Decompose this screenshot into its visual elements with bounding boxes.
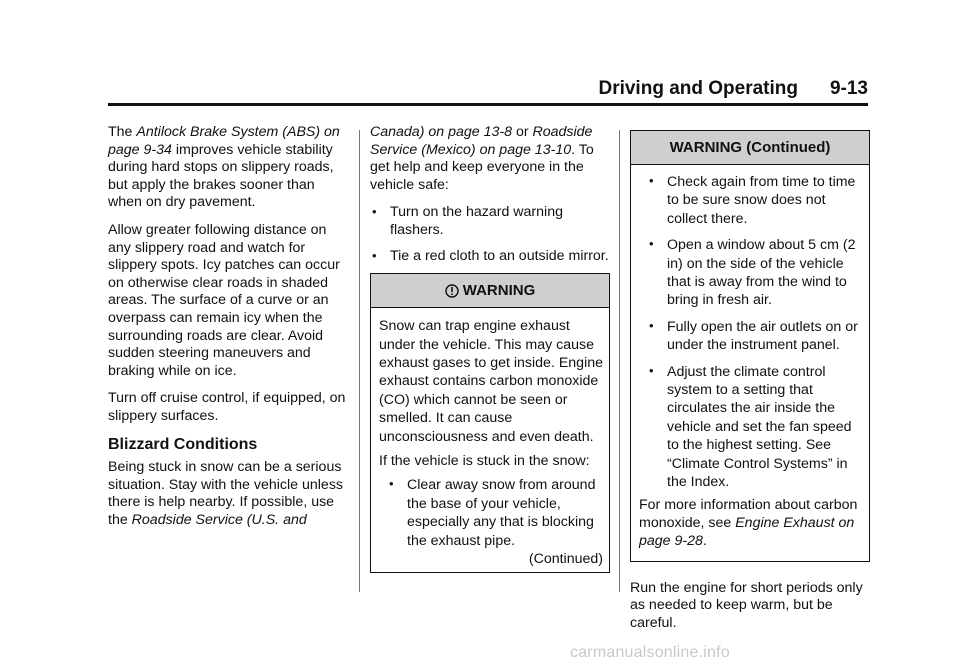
text: or — [512, 124, 533, 140]
list-item: • Tie a red cloth to an outside mirror. — [370, 248, 610, 266]
bullet-list — [647, 173, 863, 492]
list-item: • Clear away snow from around the base of your vehicle, especially any that is blocking the exhaust pipe. — [387, 476, 603, 550]
warning-header — [631, 131, 869, 165]
column-divider — [619, 130, 620, 592]
paragraph: Run the engine for short periods only as needed to keep warm, but be careful. — [630, 579, 863, 631]
warning-box — [370, 273, 610, 573]
paragraph: Snow can trap engine exhaust under the vehicle. This may cause exhaust gases to get inside. Engine exhaust contains carbon monoxide (CO) which cannot be seen or smelled. It can cause unconsciousness and even death. — [379, 318, 604, 445]
cross-reference[interactable]: Antilock Brake System (ABS) on page 9-34 — [108, 124, 340, 158]
list-item: • Open a window about 5 cm (2 in) on the side of the vehicle that is away from the wind to bring in fresh air. — [647, 236, 863, 310]
paragraph — [108, 459, 348, 529]
list-item: • Check again from time to time to be sure snow does not collect there. — [647, 173, 863, 228]
paragraph: Turn off cruise control, if equipped, on slippery surfaces. — [108, 390, 346, 424]
cross-reference[interactable]: Roadside Service (U.S. and — [131, 511, 307, 528]
paragraph — [108, 124, 348, 212]
text: . To get help and keep everyone in the vehicle safe: — [370, 141, 594, 193]
watermark: carmanualsonline.info — [570, 644, 730, 661]
warning-title: WARNING (Continued) — [669, 138, 831, 156]
bullet-list — [370, 204, 610, 265]
text: . — [702, 533, 707, 550]
list-item: • Fully open the air outlets on or under the instrument panel. — [647, 318, 863, 355]
list-item: • Adjust the climate control system to a setting that circulates the air inside the vehicle and set the fan speed to the highest setting. See “Climate Control Systems” in the Index. — [647, 363, 863, 492]
cross-reference[interactable]: Roadside Service (Mexico) on page 13-10 — [370, 124, 593, 158]
bullet-list — [387, 476, 603, 550]
column-3 — [630, 130, 870, 643]
warning-body — [371, 308, 609, 572]
warning-title: WARNING — [462, 281, 536, 299]
text: For more information about carbon monoxide, see — [639, 496, 858, 531]
paragraph: If the vehicle is stuck in the snow: — [379, 453, 590, 469]
section-title: Driving and Operating — [598, 78, 798, 99]
column-2 — [370, 124, 610, 583]
continued-label: (Continued) — [528, 551, 603, 568]
column-divider — [359, 130, 360, 592]
warning-box — [630, 130, 870, 562]
paragraph: Allow greater following distance on any slippery road and watch for slippery spots. Icy patches can occur on otherwise clear roads in shaded areas. The surface of a curve or an overpass can remain icy when the surrounding roads are clear. Avoid sudden steering maneuvers and braking while on ice. — [108, 221, 340, 379]
cross-reference[interactable]: Engine Exhaust on page 9-28 — [639, 514, 855, 550]
paragraph — [639, 496, 863, 551]
text: The — [108, 124, 137, 140]
page-header — [108, 76, 868, 104]
paragraph — [370, 124, 610, 194]
section-heading: Blizzard Conditions — [108, 435, 258, 453]
page-number: 9-13 — [829, 78, 868, 99]
warning-header — [371, 274, 609, 308]
cross-reference[interactable]: Canada) on page 13-8 — [370, 124, 512, 140]
warning-body — [631, 165, 869, 561]
warning-icon — [445, 284, 459, 298]
list-item: • Turn on the hazard warning flashers. — [370, 204, 610, 239]
text: improves vehicle stability during hard stops on slippery roads, but apply the brakes sooner than when on dry pavement. — [108, 141, 334, 211]
header-rule — [108, 103, 868, 106]
column-1 — [108, 124, 348, 539]
text: Being stuck in snow can be a serious situation. Stay with the vehicle unless there is help nearby. If possible, use the — [108, 459, 344, 528]
